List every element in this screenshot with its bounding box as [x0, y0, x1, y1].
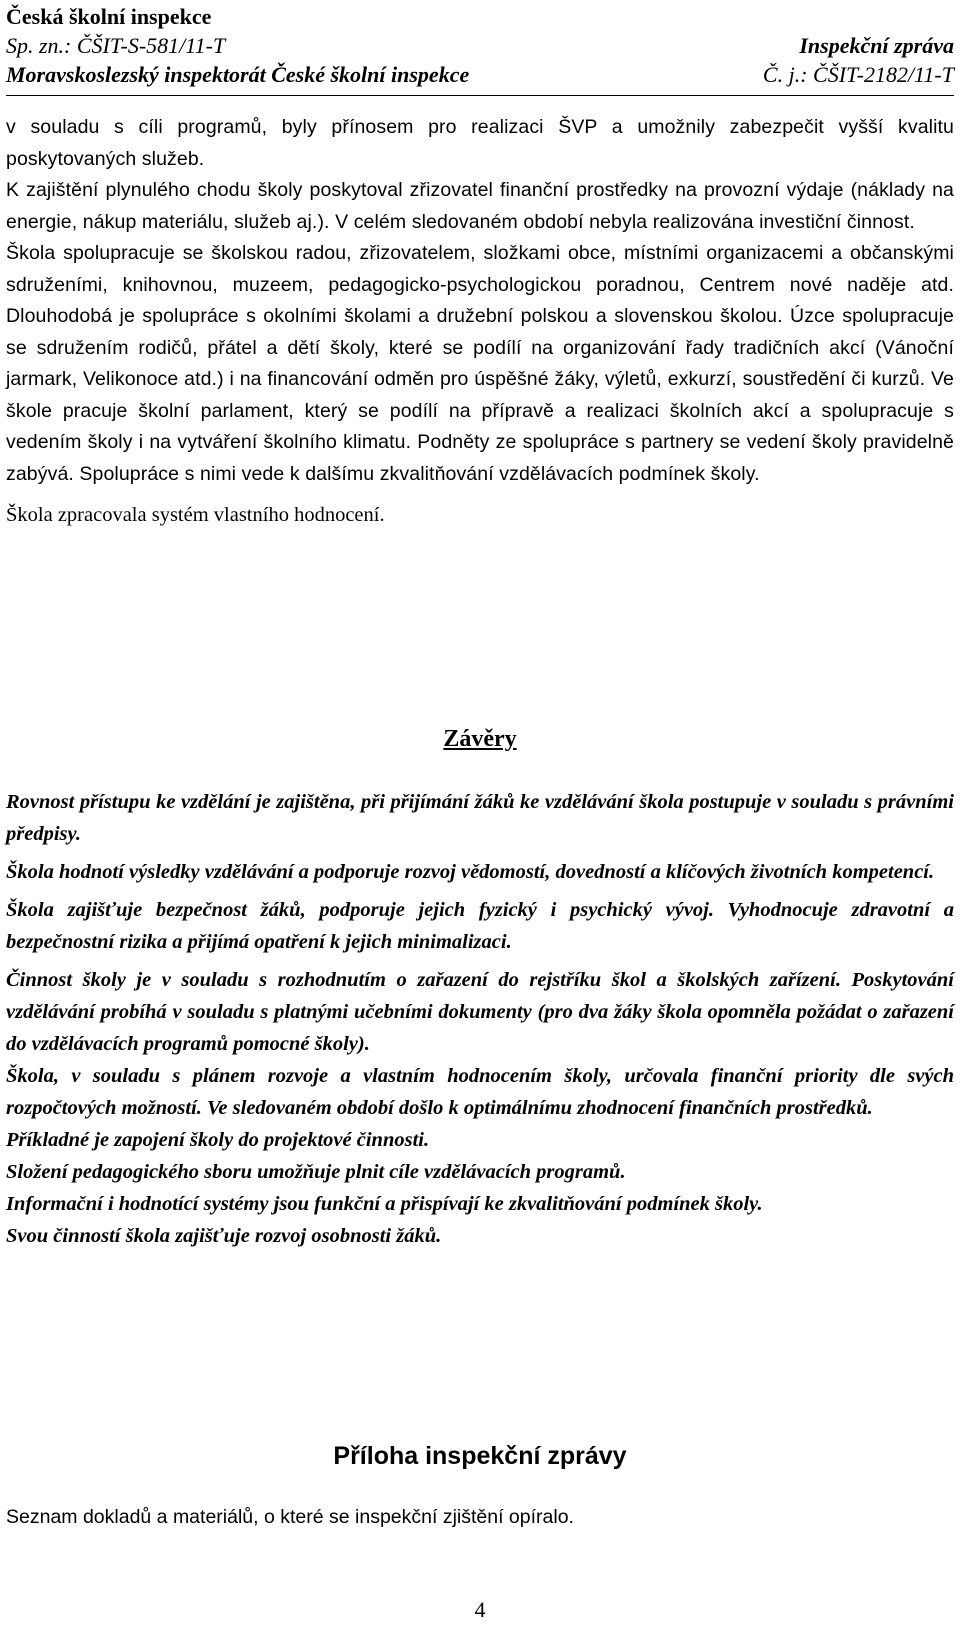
conclusion-item: Svou činností škola zajišťuje rozvoj osobnosti žáků.: [6, 1225, 442, 1247]
body-text: [6, 112, 954, 532]
attachment-text: Seznam dokladů a materiálů, o které se inspekční zjištění opíralo.: [6, 1506, 574, 1528]
paragraph-cooperation: Škola spolupracuje se školskou radou, zřizovatelem, složkami obce, místními organizacemi a občanskými sdruženími, knihovnou, muzeem, pedagogicko-psychologickou poradnou, Centrem nové naděje atd. Dlouhodobá je spolupráce s okolními školami a družební polskou a slovenskou školou. Úzce spolupracuje se sdružením rodičů, přátel a dětí školy, které se podílí na organizování řady tradičních akcí (Vánoční jarmark, Velikonoce atd.) i na financování odměn pro úspěšné žáky, výletů, exkurzí, soustředění či kurzů. Ve škole pracuje školní parlament, který se podílí na přípravě a realizaci školních akcí a spolupracuje s vedením školy i na vytváření školního klimatu. Podněty ze spolupráce s partnery se vedení školy pravidelně zabývá. Spolupráce s nimi vede k dalšímu zkvalitňování vzdělávacích podmínek školy.: [6, 242, 954, 485]
paragraph-self-evaluation: Škola zpracovala systém vlastního hodnocení.: [6, 504, 385, 526]
conclusion-item: Škola zajišťuje bezpečnost žáků, podporuje jejich fyzický i psychický vývoj. Vyhodnocuje zdravotní a bezpečnostní rizika a přijímá opatření k jejich minimalizaci.: [6, 899, 954, 953]
conclusion-item: Informační i hodnotící systémy jsou funkční a přispívají ke zkvalitňování podmínek školy.: [6, 1193, 763, 1215]
header-file-number: Sp. zn.: ČŠIT-S-581/11-T: [6, 33, 226, 58]
page-number: 4: [474, 1597, 486, 1622]
header-org: Česká školní inspekce: [6, 4, 212, 29]
paragraph-programs: v souladu s cíli programů, byly přínosem pro realizaci ŠVP a umožnily zabezpečit vyšší kvalitu poskytovaných služeb.: [6, 116, 954, 170]
paragraph-funding: K zajištění plynulého chodu školy poskytoval zřizovatel finanční prostředky na provozní výdaje (náklady na energie, nákup materiálu, služeb aj.). V celém sledovaném období nebyla realizována investiční činnost.: [6, 179, 954, 233]
conclusion-item: Příkladné je zapojení školy do projektové činnosti.: [6, 1129, 430, 1151]
conclusion-item: Složení pedagogického sboru umožňuje plnit cíle vzdělávacích programů.: [6, 1161, 626, 1183]
header-reference-number: Č. j.: ČŠIT-2182/11-T: [762, 62, 954, 87]
header-inspectorate: Moravskoslezský inspektorát České školní inspekce: [6, 62, 470, 87]
conclusion-item: Činnost školy je v souladu s rozhodnutím o zařazení do rejstříku škol a školských zařízení. Poskytování vzdělávání probíhá v souladu s platnými učebními dokumenty (pro dva žáky škola opomněla požádat o zařazení do vzdělávacích programů pomocné školy).: [6, 969, 954, 1055]
conclusions-list: [6, 786, 954, 1252]
attachment-heading: Příloha inspekční zprávy: [333, 1442, 627, 1470]
conclusion-item: Rovnost přístupu ke vzdělání je zajištěna, při přijímání žáků ke vzdělávání škola postupuje v souladu s právními předpisy.: [6, 791, 954, 845]
header-rule: [6, 95, 954, 96]
header-doc-type: Inspekční zpráva: [799, 33, 954, 58]
page-header: [6, 2, 954, 89]
conclusion-item: Škola hodnotí výsledky vzdělávání a podporuje rozvoj vědomostí, dovedností a klíčových životních kompetencí.: [6, 861, 935, 883]
conclusion-item: Škola, v souladu s plánem rozvoje a vlastním hodnocením školy, určovala finanční priority dle svých rozpočtových možností. Ve sledovaném období došlo k optimálnímu zhodnocení finančních prostředků.: [6, 1065, 954, 1119]
conclusions-heading: Závěry: [443, 726, 517, 752]
